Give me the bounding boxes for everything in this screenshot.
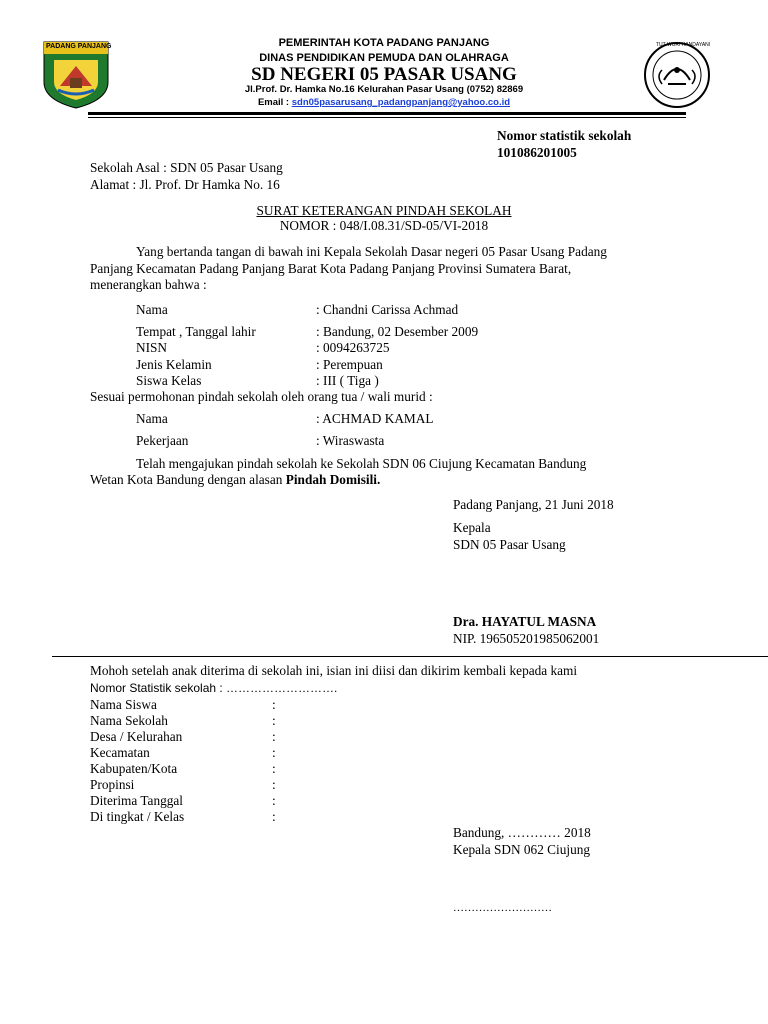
parent-intro: Sesuai permohonan pindah sekolah oleh orang tua / wali murid :: [90, 389, 433, 404]
slip-field-grade: Di tingkat / Kelas: [90, 809, 185, 824]
slip-field-district: Kecamatan: [90, 745, 150, 760]
letter-title: [0, 203, 768, 219]
closing-reason: Pindah Domisili.: [285, 472, 381, 487]
intro-line-2: Panjang Kecamatan Padang Panjang Barat Kota Padang Panjang Provinsi Sumatera Barat,: [90, 261, 572, 276]
slip-colon: :: [272, 713, 276, 728]
parent-label-name: Nama: [136, 411, 168, 426]
signer-name: Dra. HAYATUL MASNA: [453, 614, 597, 629]
signer-title-2: SDN 05 Pasar Usang: [453, 537, 566, 552]
letter-title-text: SURAT KETERANGAN PINDAH SEKOLAH: [256, 203, 512, 218]
intro-line-3: menerangkan bahwa :: [90, 277, 207, 292]
letter-number: NOMOR : 048/I.08.31/SD-05/VI-2018: [279, 218, 489, 233]
closing-line-2: [90, 472, 380, 488]
student-label-name: Nama: [136, 302, 168, 317]
email-label: Email :: [257, 97, 290, 108]
slip-colon: :: [272, 729, 276, 744]
student-value-name: : Chandni Carissa Achmad: [316, 302, 459, 317]
statistic-label: Nomor statistik sekolah: [497, 128, 632, 143]
origin-address: Alamat : Jl. Prof. Dr Hamka No. 16: [90, 177, 280, 192]
slip-field-province: Propinsi: [90, 777, 135, 792]
student-value-class: : III ( Tiga ): [316, 373, 379, 388]
slip-colon: :: [272, 745, 276, 760]
closing-line-1: Telah mengajukan pindah sekolah ke Sekolah SDN 06 Ciujung Kecamatan Bandung: [136, 456, 587, 471]
slip-colon: :: [272, 809, 276, 824]
header-rule-thin: [88, 117, 686, 118]
student-value-gender: : Perempuan: [316, 357, 383, 372]
student-label-birth: Tempat , Tanggal lahir: [136, 324, 256, 339]
slip-stat-label: Nomor Statistik sekolah : ……………………….: [90, 681, 338, 695]
slip-field-village: Desa / Kelurahan: [90, 729, 183, 744]
signer-nip: NIP. 196505201985062001: [453, 631, 600, 646]
slip-colon: :: [272, 697, 276, 712]
slip-field-received: Diterima Tanggal: [90, 793, 183, 808]
parent-label-job: Pekerjaan: [136, 433, 189, 448]
logo-motto-text: TUT WURI HANDAYANI: [656, 42, 711, 48]
school-email-line: [0, 97, 768, 108]
slip-field-regency: Kabupaten/Kota: [90, 761, 178, 776]
statistic-number: 101086201005: [497, 145, 577, 160]
slip-signer: Kepala SDN 062 Ciujung: [453, 842, 591, 857]
slip-field-school: Nama Sekolah: [90, 713, 168, 728]
parent-value-job: : Wiraswasta: [316, 433, 385, 448]
student-label-gender: Jenis Kelamin: [136, 357, 212, 372]
intro-line-1: Yang bertanda tangan di bawah ini Kepala Sekolah Dasar negeri 05 Pasar Usang Padang: [136, 244, 607, 259]
sign-place-date: Padang Panjang, 21 Juni 2018: [453, 497, 614, 512]
parent-value-name: : ACHMAD KAMAL: [316, 411, 434, 426]
gov-line: PEMERINTAH KOTA PADANG PANJANG: [278, 37, 490, 49]
slip-colon: :: [272, 793, 276, 808]
slip-colon: :: [272, 777, 276, 792]
school-address: Jl.Prof. Dr. Hamka No.16 Kelurahan Pasar Usang (0752) 82869: [244, 84, 524, 95]
slip-sign-dots: ………………………: [453, 902, 552, 914]
email-link[interactable]: sdn05pasarusang_padangpanjang@yahoo.co.id: [291, 97, 511, 108]
student-label-nisn: NISN: [136, 340, 168, 355]
school-name: SD NEGERI 05 PASAR USANG: [251, 64, 517, 85]
student-value-birth: : Bandung, 02 Desember 2009: [316, 324, 479, 339]
dept-line: DINAS PENDIDIKAN PEMUDA DAN OLAHRAGA: [259, 52, 509, 64]
slip-field-name: Nama Siswa: [90, 697, 157, 712]
signer-title-1: Kepala: [453, 520, 491, 535]
crest-banner-text: PADANG PANJANG: [46, 43, 112, 50]
student-label-class: Siswa Kelas: [136, 373, 202, 388]
slip-colon: :: [272, 761, 276, 776]
slip-separator: [52, 656, 768, 657]
origin-school: Sekolah Asal : SDN 05 Pasar Usang: [90, 160, 283, 175]
slip-place-date: Bandung, ………… 2018: [453, 825, 591, 840]
slip-intro: Mohoh setelah anak diterima di sekolah ini, isian ini diisi dan dikirim kembali kepada kami: [90, 663, 578, 678]
student-value-nisn: : 0094263725: [316, 340, 390, 355]
header-rule-thick: [88, 112, 686, 115]
closing-text: Wetan Kota Bandung dengan alasan: [90, 472, 286, 487]
